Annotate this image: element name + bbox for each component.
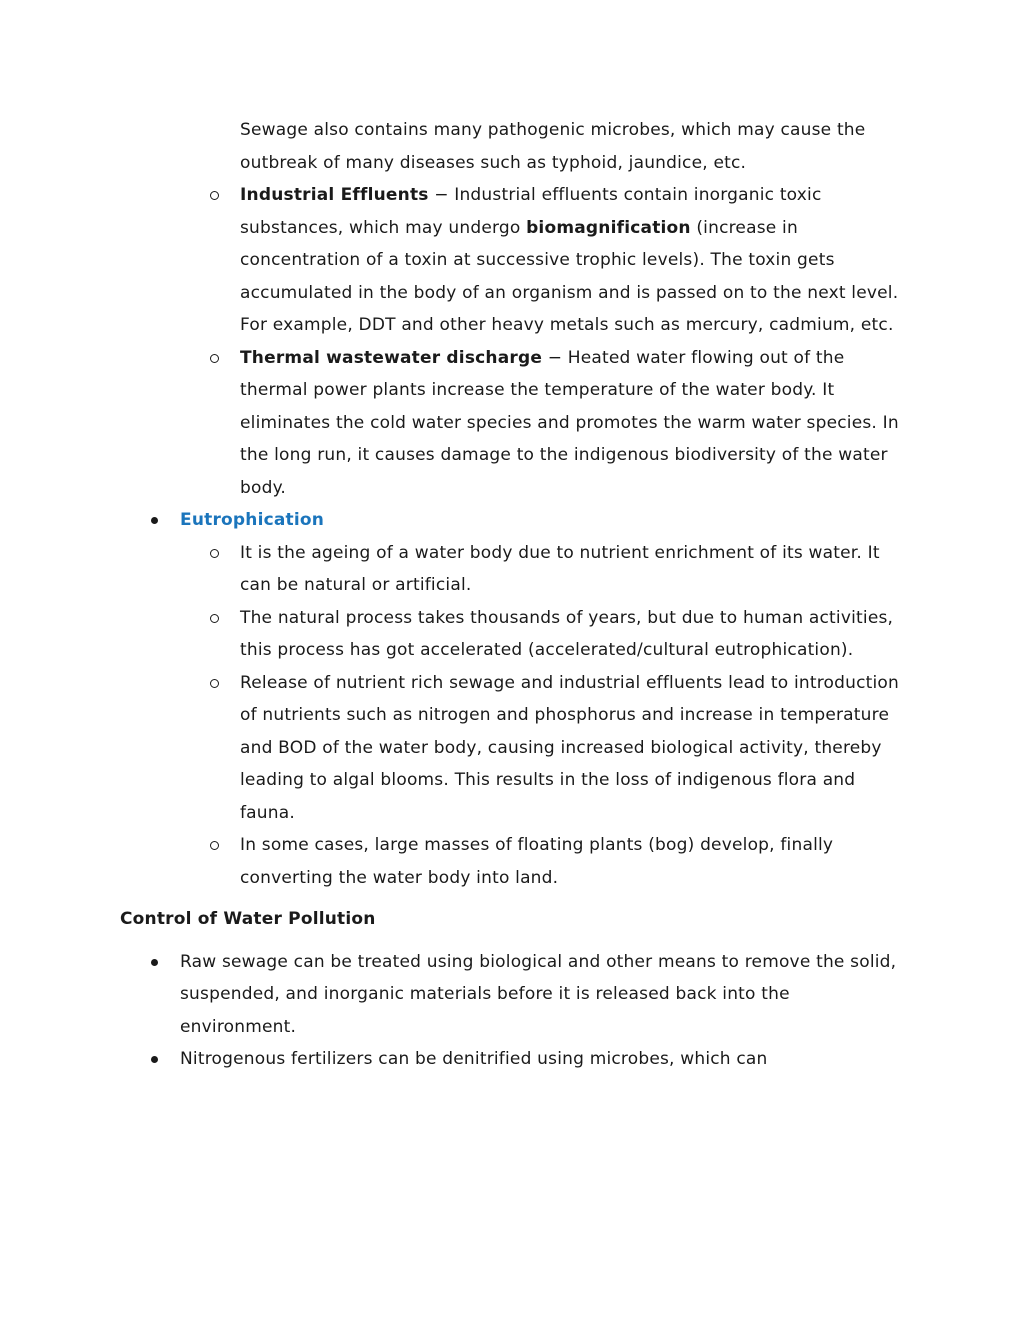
text-segment: Industrial Effluents <box>240 185 429 205</box>
hollow-circle-bullet-icon <box>210 841 219 850</box>
list-item <box>120 179 908 342</box>
list-item <box>120 946 908 1044</box>
list-item <box>120 1043 908 1076</box>
disc-bullet-icon <box>151 517 158 524</box>
text-segment: Release of nutrient rich sewage and industrial effluents lead to introduction of nutrients such as nitrogen and phosphorus and increase in temperature and BOD of the water body, causing increased biological activity, thereby leading to algal blooms. This results in the loss of indigenous flora and fauna. <box>240 672 900 823</box>
text-segment: biomagnification <box>526 217 691 238</box>
list-item <box>120 504 908 537</box>
list-item <box>120 667 908 830</box>
hollow-circle-bullet-icon <box>210 549 219 558</box>
text-segment: The natural process takes thousands of years, but due to human activities, this process has got accelerated (accelerated/cultural eutrophication). <box>240 607 894 660</box>
hollow-circle-bullet-icon <box>210 191 219 200</box>
list-item <box>120 342 908 505</box>
text-segment: Control of Water Pollution <box>120 909 376 929</box>
document-body <box>120 114 908 1076</box>
text-segment: Sewage also contains many pathogenic microbes, which may cause the outbreak of many diseases such as typhoid, jaundice, etc. <box>240 120 866 173</box>
document-page <box>120 114 908 1076</box>
paragraph <box>120 114 908 179</box>
eutrophication-link[interactable]: Eutrophication <box>180 510 325 530</box>
disc-bullet-icon <box>151 1056 158 1063</box>
text-segment: Raw sewage can be treated using biological and other means to remove the solid, suspended, and inorganic materials before it is released back into the environment. <box>180 951 897 1037</box>
hollow-circle-bullet-icon <box>210 614 219 623</box>
text-segment: In some cases, large masses of floating plants (bog) develop, finally converting the water body into land. <box>240 835 834 888</box>
text-segment: Thermal wastewater discharge <box>240 347 543 368</box>
text-segment: (increase in concentration of a toxin at successive trophic levels). The toxin gets accumulated in the body of an organism and is passed on to the next level. For example, DDT and other heavy metals such as mercury, cadmium, etc. <box>240 217 899 335</box>
disc-bullet-icon <box>151 959 158 966</box>
list-item <box>120 537 908 602</box>
hollow-circle-bullet-icon <box>210 679 219 688</box>
hollow-circle-bullet-icon <box>210 354 219 363</box>
text-segment: − Heated water flowing out of the thermal power plants increase the temperature of the water body. It eliminates the cold water species and promotes the warm water species. In the long run, it causes damage to the indigenous biodiversity of the water body. <box>240 347 899 498</box>
text-segment: Nitrogenous fertilizers can be denitrified using microbes, which can <box>180 1049 768 1069</box>
text-segment: − Industrial effluents contain inorganic toxic substances, which may undergo <box>240 185 822 238</box>
text-segment: It is the ageing of a water body due to nutrient enrichment of its water. It can be natural or artificial. <box>240 542 880 595</box>
list-item <box>120 829 908 894</box>
list-item <box>120 602 908 667</box>
section-heading <box>120 903 908 936</box>
